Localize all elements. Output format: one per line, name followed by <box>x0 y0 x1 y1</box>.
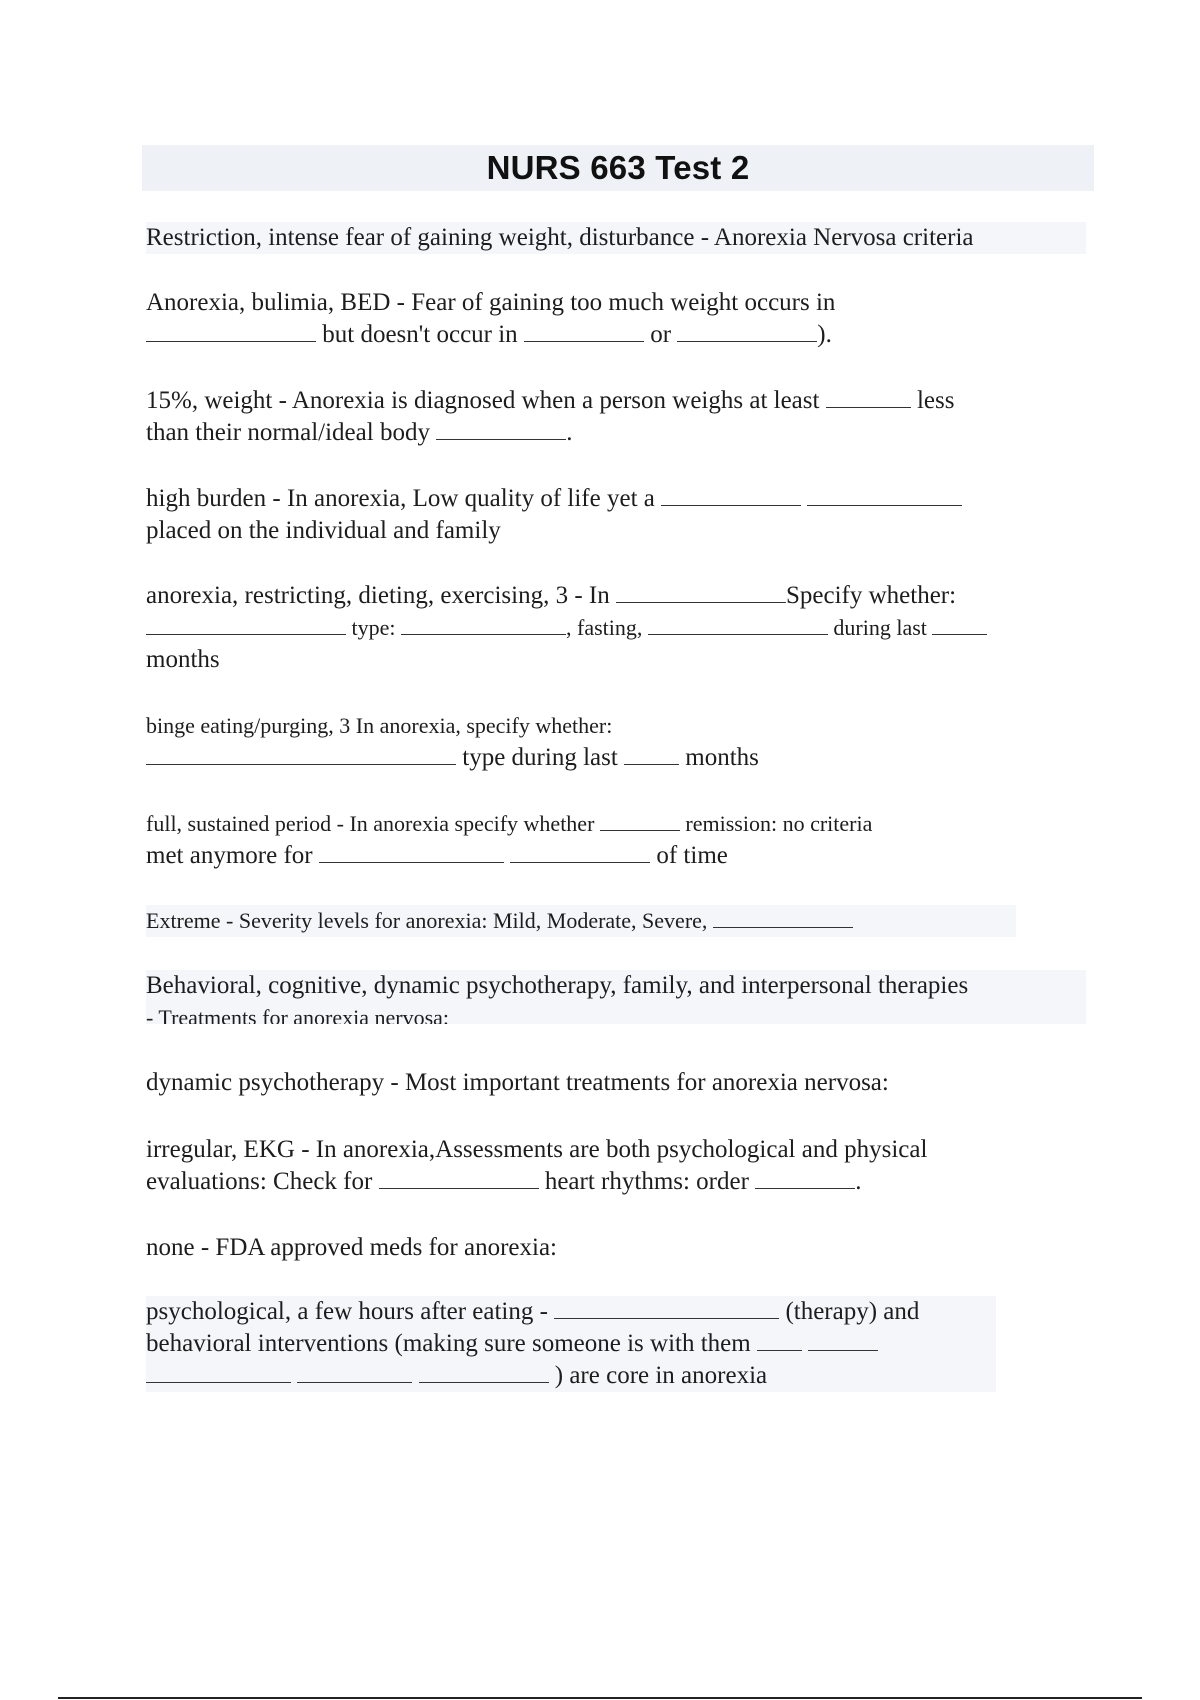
flashcard-entry <box>146 1296 996 1392</box>
answer-blank <box>677 319 817 342</box>
entry-text: binge eating/purging, 3 In anorexia, specify whether: <box>146 713 613 738</box>
answer-blank <box>600 808 680 831</box>
title-band <box>142 145 1094 191</box>
answer-blank <box>319 840 504 863</box>
answer-blank <box>510 840 650 863</box>
entry-text-line2: evaluations: Check for heart rhythms: order . <box>146 1168 862 1195</box>
entry-text-line3: months <box>146 646 220 673</box>
entry-text: full, sustained period - In anorexia specify whether remission: no criteria <box>146 808 1086 840</box>
answer-blank <box>146 742 456 765</box>
flashcard-entry <box>146 1067 1086 1099</box>
answer-blank <box>146 1360 291 1383</box>
entry-text: psychological, a few hours after eating - (therapy) and <box>146 1298 920 1325</box>
entry-text-line2: type during last months <box>146 742 1086 774</box>
answer-blank <box>648 612 828 635</box>
answer-blank <box>554 1296 779 1319</box>
entry-text: irregular, EKG - In anorexia,Assessments are both psychological and physical <box>146 1136 928 1163</box>
entry-text-line3: ) are core in anorexia <box>146 1360 996 1392</box>
flashcard-entry <box>146 1134 1086 1198</box>
flashcard-entry <box>146 1232 1086 1264</box>
answer-blank <box>661 483 801 506</box>
footer-rule <box>58 1697 1142 1699</box>
entry-text: Anorexia, bulimia, BED - Fear of gaining too much weight occurs in <box>146 289 836 316</box>
answer-blank <box>757 1328 802 1351</box>
entry-text-line2: but doesn't occur in or ). <box>146 319 1086 351</box>
page-title: NURS 663 Test 2 <box>486 149 750 186</box>
answer-blank <box>624 742 679 765</box>
answer-blank <box>755 1166 855 1189</box>
entry-text: anorexia, restricting, dieting, exercising, 3 - In Specify whether: <box>146 582 957 609</box>
answer-blank <box>146 612 346 635</box>
answer-blank <box>436 417 566 440</box>
answer-blank <box>932 612 987 635</box>
entry-text-line2: behavioral interventions (making sure someone is with them <box>146 1328 996 1360</box>
answer-blank <box>616 580 786 603</box>
entry-text: Restriction, intense fear of gaining weight, disturbance - Anorexia Nervosa criteria <box>146 224 974 251</box>
entry-text-line2: placed on the individual and family <box>146 517 501 544</box>
answer-blank <box>826 385 911 408</box>
answer-blank <box>297 1360 412 1383</box>
entry-text: dynamic psychotherapy - Most important treatments for anorexia nervosa: <box>146 1069 889 1096</box>
flashcard-entry <box>146 905 1016 937</box>
flashcard-entry <box>146 385 1086 449</box>
answer-blank <box>808 1328 878 1351</box>
flashcard-entry <box>146 808 1086 872</box>
answer-blank <box>807 483 962 506</box>
answer-blank <box>713 905 853 928</box>
entry-text-line2: met anymore for of time <box>146 842 728 869</box>
flashcard-entry <box>146 970 1086 1024</box>
flashcard-entry <box>146 483 1086 547</box>
answer-blank <box>146 319 316 342</box>
flashcard-entry <box>146 287 1086 351</box>
entry-text-line2-clipped: - Treatments for anorexia nervosa: <box>146 1005 450 1024</box>
entry-text-line2: type: , fasting, during last <box>146 612 1086 644</box>
entry-text: none - FDA approved meds for anorexia: <box>146 1234 557 1261</box>
flashcard-entry <box>146 710 1086 774</box>
answer-blank <box>379 1166 539 1189</box>
answer-blank <box>524 319 644 342</box>
answer-blank <box>401 612 566 635</box>
flashcard-entry <box>146 580 1086 676</box>
entry-text: Extreme - Severity levels for anorexia: Mild, Moderate, Severe, <box>146 905 1016 937</box>
entry-text-line2: than their normal/ideal body . <box>146 419 573 446</box>
flashcard-entry <box>146 222 1086 254</box>
entry-text: 15%, weight - Anorexia is diagnosed when a person weighs at least less <box>146 387 955 414</box>
entry-text: Behavioral, cognitive, dynamic psychotherapy, family, and interpersonal therapies <box>146 972 969 999</box>
answer-blank <box>419 1360 549 1383</box>
entry-text: high burden - In anorexia, Low quality of life yet a <box>146 483 1086 515</box>
